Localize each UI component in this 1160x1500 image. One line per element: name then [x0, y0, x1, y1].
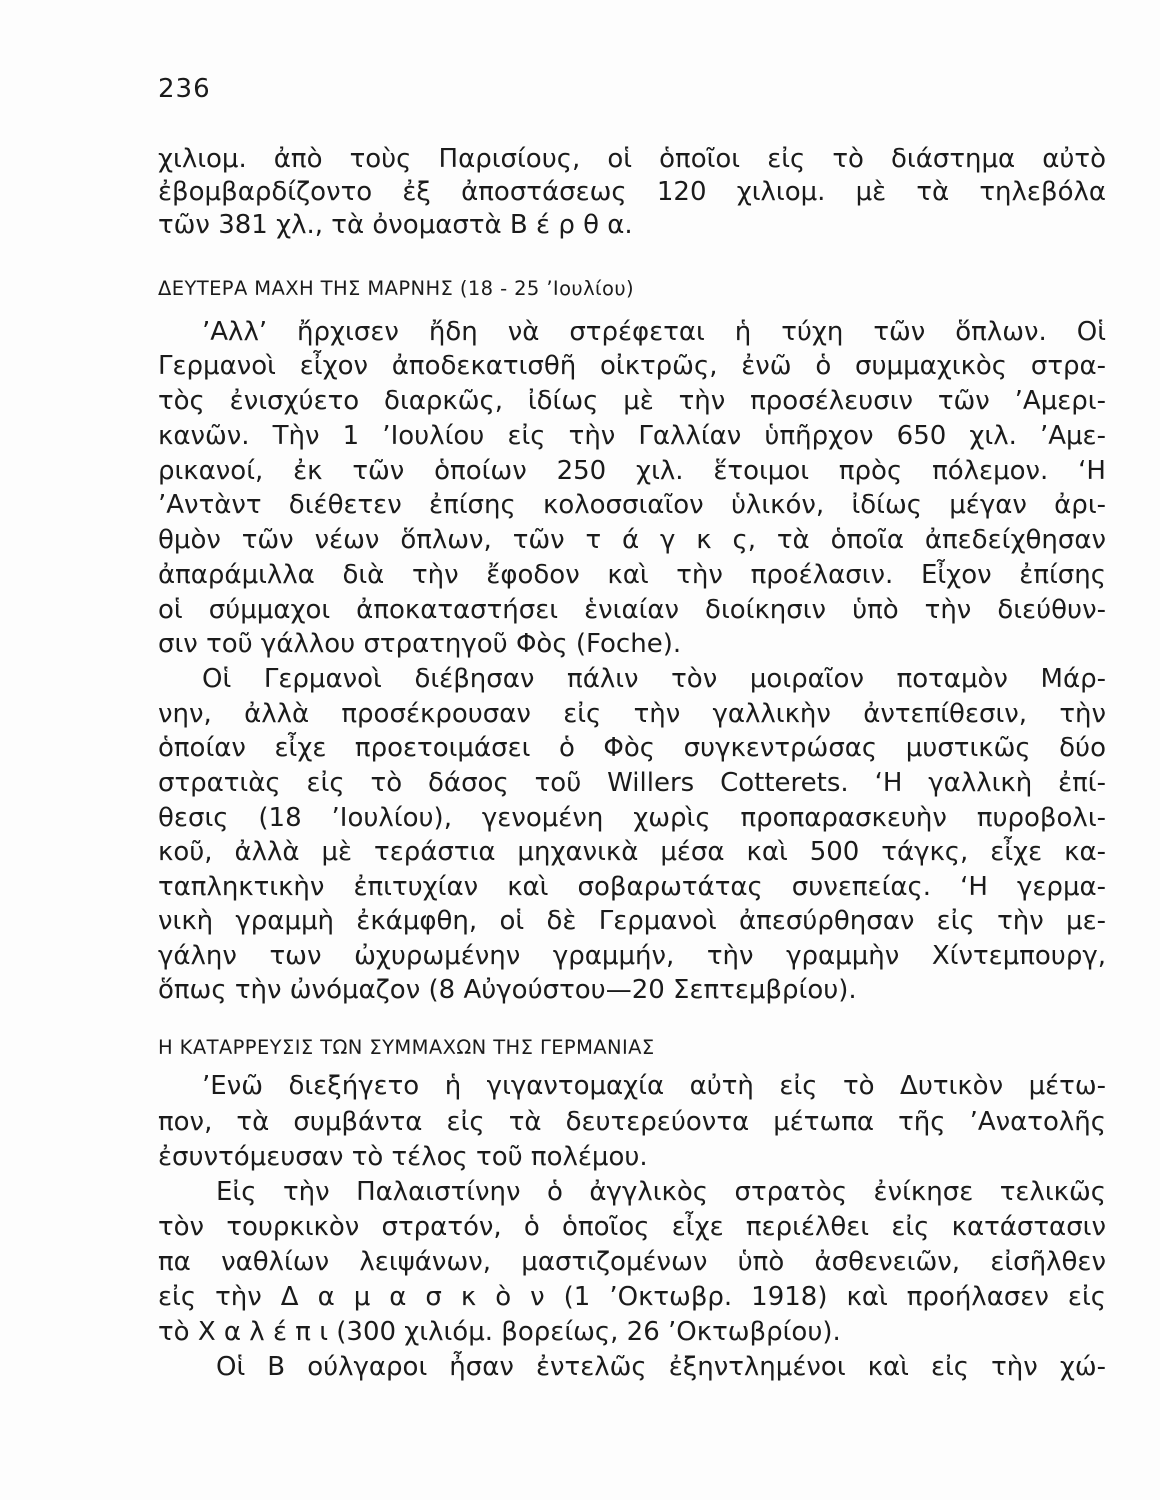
text-line: ἐβομβαρδίζοντο ἐξ ἀποστάσεως 120 χιλιομ. μὲ τὰ τηλεβόλα: [158, 177, 1106, 207]
page-number: 236: [158, 74, 211, 104]
text-line: ’Ενῶ διεξήγετο ἡ γιγαντομαχία αὐτὴ εἰς τὸ Δυτικὸν μέτω-: [202, 1071, 1106, 1101]
text-line: γάλην των ὠχυρωμένην γραμμήν, τὴν γραμμὴν Χίντεμπουργ,: [158, 941, 1106, 971]
text-line: θμὸν τῶν νέων ὅπλων, τῶν τ ά γ κ ς, τὰ ὁποῖα ἀπεδείχθησαν: [158, 525, 1106, 555]
text-line: οἱ σύμμαχοι ἀποκαταστήσει ἑνιαίαν διοίκησιν ὑπὸ τὴν διεύθυν-: [158, 595, 1106, 625]
text-line: εἰς τὴν Δ α μ α σ κ ὸ ν (1 ’Οκτωβρ. 1918) καὶ προήλασεν εἰς: [158, 1282, 1106, 1312]
text-line: Γερμανοὶ εἶχον ἀποδεκατισθῆ οἰκτρῶς, ἐνῶ ὁ συμμαχικὸς στρα-: [158, 351, 1106, 381]
text-line: Εἰς τὴν Παλαιστίνην ὁ ἀγγλικὸς στρατὸς ἐνίκησε τελικῶς: [216, 1177, 1106, 1207]
text-line: χιλιομ. ἀπὸ τοὺς Παρισίους, οἱ ὁποῖοι εἰς τὸ διάστημα αὐτὸ: [158, 144, 1106, 174]
text-line: ὁποίαν εἶχε προετοιμάσει ὁ Φὸς συγκεντρώσας μυστικῶς δύο: [158, 733, 1106, 763]
text-line: ταπληκτικὴν ἐπιτυχίαν καὶ σοβαρωτάτας συνεπείας. ‘Η γερμα-: [158, 872, 1106, 902]
section-heading: ΔΕΥΤΕΡΑ ΜΑΧΗ ΤΗΣ ΜΑΡΝΗΣ (18 - 25 ’Ιουλίου): [158, 277, 635, 300]
text-line: Οἱ Β ούλγαροι ἦσαν ἐντελῶς ἐξηντλημένοι καὶ εἰς τὴν χώ-: [216, 1352, 1106, 1382]
text-line: ’Αντὰντ διέθετεν ἐπίσης κολοσσιαῖον ὑλικόν, ἰδίως μέγαν ἀρι-: [158, 490, 1106, 520]
text-line: Οἱ Γερμανοὶ διέβησαν πάλιν τὸν μοιραῖον ποταμὸν Μάρ-: [202, 664, 1106, 694]
text-line: σιν τοῦ γάλλου στρατηγοῦ Φὸς (Foche).: [158, 629, 682, 659]
text-line: τὸν τουρκικὸν στρατόν, ὁ ὁποῖος εἶχε περιέλθει εἰς κατάστασιν: [158, 1212, 1106, 1242]
text-line: πον, τὰ συμβάντα εἰς τὰ δευτερεύοντα μέτωπα τῆς ’Ανατολῆς: [158, 1107, 1106, 1137]
text-line: ρικανοί, ἐκ τῶν ὁποίων 250 χιλ. ἕτοιμοι πρὸς πόλεμον. ‘Η: [158, 456, 1106, 486]
text-line: κανῶν. Τὴν 1 ’Ιουλίου εἰς τὴν Γαλλίαν ὑπῆρχον 650 χιλ. ’Αμε-: [158, 421, 1106, 451]
text-line: θεσις (18 ’Ιουλίου), γενομένη χωρὶς προπαρασκευὴν πυροβολι-: [158, 803, 1106, 833]
text-line: κοῦ, ἀλλὰ μὲ τεράστια μηχανικὰ μέσα καὶ 500 τάγκς, εἶχε κα-: [158, 837, 1106, 867]
text-line: ’Αλλ’ ἤρχισεν ἤδη νὰ στρέφεται ἡ τύχη τῶν ὅπλων. Οἱ: [202, 317, 1106, 347]
text-line: τὸ Χ α λ έ π ι (300 χιλιόμ. βορείως, 26 ’Οκτωβρίου).: [158, 1317, 841, 1347]
section-heading: Η ΚΑΤΑΡΡΕΥΣΙΣ ΤΩΝ ΣΥΜΜΑΧΩΝ ΤΗΣ ΓΕΡΜΑΝΙΑΣ: [158, 1036, 655, 1059]
text-line: τὸς ἐνισχύετο διαρκῶς, ἰδίως μὲ τὴν προσέλευσιν τῶν ’Αμερι-: [158, 386, 1106, 416]
text-line: νην, ἀλλὰ προσέκρουσαν εἰς τὴν γαλλικὴν ἀντεπίθεσιν, τὴν: [158, 699, 1106, 729]
text-line: τῶν 381 χλ., τὰ ὀνομαστὰ Β έ ρ θ α.: [158, 210, 633, 240]
text-line: νικὴ γραμμὴ ἐκάμφθη, οἱ δὲ Γερμανοὶ ἀπεσύρθησαν εἰς τὴν με-: [158, 906, 1106, 936]
text-line: πα ναθλίων λειψάνων, μαστιζομένων ὑπὸ ἀσθενειῶν, εἰσῆλθεν: [158, 1247, 1106, 1277]
text-line: ἐσυντόμευσαν τὸ τέλος τοῦ πολέμου.: [158, 1142, 648, 1172]
text-line: στρατιὰς εἰς τὸ δάσος τοῦ Willers Cotterets. ‘Η γαλλικὴ ἐπί-: [158, 768, 1106, 798]
text-line: ἀπαράμιλλα διὰ τὴν ἔφοδον καὶ τὴν προέλασιν. Εἶχον ἐπίσης: [158, 560, 1106, 590]
text-line: ὅπως τὴν ὠνόμαζον (8 Αὐγούστου—20 Σεπτεμβρίου).: [158, 975, 857, 1005]
